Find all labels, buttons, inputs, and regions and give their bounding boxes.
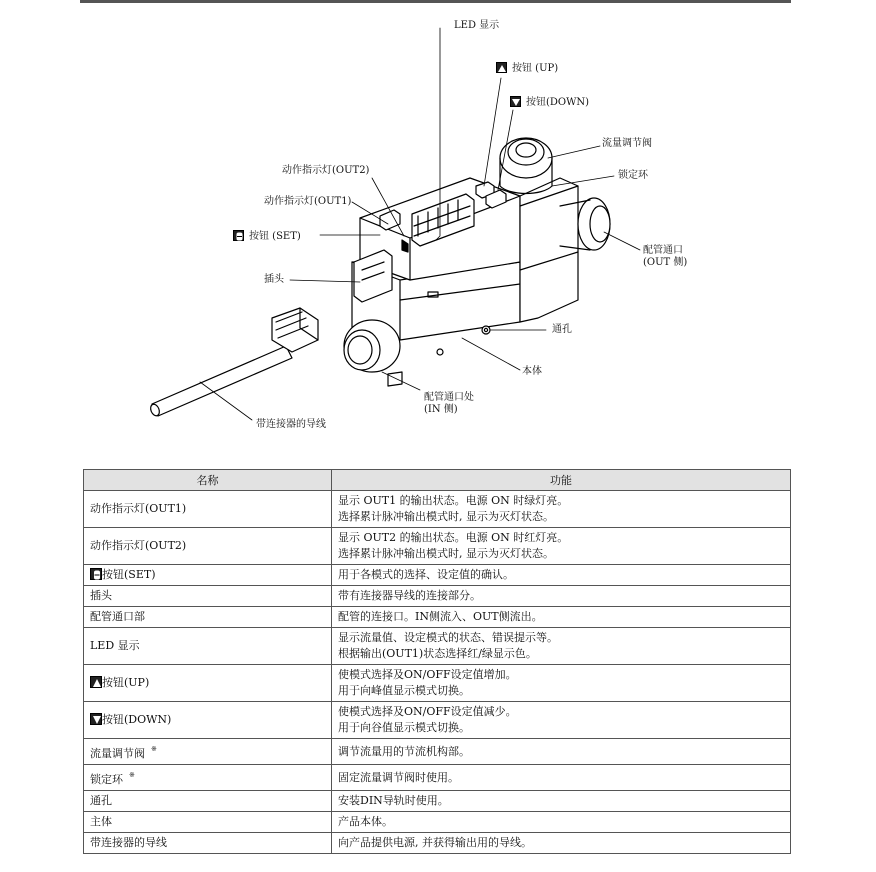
- row-name-cell: [84, 812, 332, 833]
- row-name-text: 流量调节阀: [90, 747, 145, 760]
- function-line-1: 固定流量调节阀时使用。: [338, 770, 459, 784]
- table-row: [84, 833, 791, 854]
- connector-drawing: [272, 308, 318, 352]
- row-name-text: 锁定环: [90, 773, 123, 786]
- label-out-port: [643, 245, 687, 269]
- row-name-text: 按钮(UP): [102, 676, 150, 689]
- row-name-cell: [84, 607, 332, 628]
- function-line-1: 安装DIN导轨时使用。: [338, 794, 449, 807]
- row-function-cell: [332, 528, 791, 565]
- function-line-1: 用于各模式的选择、设定值的确认。: [338, 568, 514, 581]
- function-line-2: 用于向谷值显示模式切换。: [338, 721, 470, 734]
- set-button-icon: [90, 568, 102, 580]
- row-name-text: 插头: [90, 589, 112, 602]
- label-down-text: 按钮(DOWN): [526, 97, 590, 108]
- cable-drawing: [149, 346, 292, 417]
- row-name-text: 通孔: [90, 794, 112, 807]
- note-mark: ※: [129, 771, 135, 779]
- note-mark: ※: [151, 745, 157, 753]
- function-line-1: 配管的连接口。IN侧流入、OUT侧流出。: [338, 610, 543, 623]
- row-name-cell: [84, 833, 332, 854]
- row-name-cell: [84, 565, 332, 586]
- function-line-2: 根据输出(OUT1)状态选择红/绿显示色。: [338, 647, 537, 660]
- function-line-2: 用于向峰值显示模式切换。: [338, 684, 470, 697]
- row-function-cell: [332, 628, 791, 665]
- label-cable: 带连接器的导线: [256, 419, 326, 430]
- table-row: [84, 586, 791, 607]
- label-in-port: [424, 392, 474, 416]
- function-line-1: 向产品提供电源, 并获得输出用的导线。: [338, 836, 532, 849]
- row-name-cell: [84, 765, 332, 791]
- table-row: [84, 491, 791, 528]
- label-up-text: 按钮 (UP): [512, 63, 559, 74]
- row-name-text: 按钮(DOWN): [102, 713, 172, 726]
- row-function-cell: [332, 765, 791, 791]
- label-set-button: [233, 230, 301, 243]
- row-name-cell: [84, 791, 332, 812]
- row-name-cell: [84, 628, 332, 665]
- row-name-text: 带连接器的导线: [90, 836, 167, 849]
- function-line-1: 产品本体。: [338, 815, 393, 828]
- row-name-cell: [84, 739, 332, 765]
- function-line-1: 显示 OUT1 的输出状态。电源 ON 时绿灯亮。: [338, 494, 569, 507]
- row-function-cell: [332, 586, 791, 607]
- set-button-icon: [233, 230, 244, 241]
- row-name-cell: [84, 586, 332, 607]
- table-row: [84, 665, 791, 702]
- table-header-row: [84, 470, 791, 491]
- label-lock-ring: 锁定环: [618, 170, 648, 181]
- row-name-cell: [84, 528, 332, 565]
- row-function-cell: [332, 739, 791, 765]
- down-triangle-icon: [90, 713, 102, 725]
- table-row: [84, 812, 791, 833]
- row-function-cell: [332, 491, 791, 528]
- label-out-port-line2: (OUT 侧): [643, 257, 688, 268]
- label-through-hole: 通孔: [552, 324, 572, 335]
- column-header-function: 功能: [332, 470, 791, 491]
- row-name-text: 配管通口部: [90, 610, 145, 623]
- label-out2-indicator: 动作指示灯(OUT2): [282, 165, 370, 176]
- row-function-cell: [332, 665, 791, 702]
- row-name-text: 动作指示灯(OUT1): [90, 502, 187, 515]
- label-out-port-line1: 配管通口: [643, 245, 683, 256]
- function-line-2: 选择累计脉冲输出模式时, 显示为灭灯状态。: [338, 510, 554, 523]
- label-down-button: [510, 96, 589, 109]
- row-function-cell: [332, 791, 791, 812]
- label-up-button: [496, 62, 558, 75]
- label-led-display: LED 显示: [454, 20, 500, 31]
- label-set-text: 按钮 (SET): [249, 231, 301, 242]
- table-row: [84, 628, 791, 665]
- table-row: [84, 607, 791, 628]
- row-name-text: LED 显示: [90, 639, 140, 652]
- table-row: [84, 765, 791, 791]
- row-function-cell: [332, 702, 791, 739]
- parts-function-table: [83, 469, 791, 854]
- function-line-1: 使模式选择及ON/OFF设定值减少。: [338, 705, 517, 718]
- function-line-1: 调节流量用的节流机构部。: [338, 744, 470, 758]
- row-name-cell: [84, 491, 332, 528]
- table-row: [84, 528, 791, 565]
- label-flow-valve: 流量调节阀: [602, 138, 652, 149]
- row-name-text: 按钮(SET): [102, 568, 156, 581]
- table-row: [84, 791, 791, 812]
- table-row: [84, 702, 791, 739]
- up-triangle-icon: [90, 676, 102, 688]
- function-line-1: 使模式选择及ON/OFF设定值增加。: [338, 668, 517, 681]
- up-triangle-icon: [496, 62, 507, 73]
- row-function-cell: [332, 812, 791, 833]
- row-name-cell: [84, 702, 332, 739]
- table-body: [84, 491, 791, 854]
- table-row: [84, 739, 791, 765]
- function-line-1: 显示流量值、设定模式的状态、错误提示等。: [338, 631, 558, 644]
- label-body: 本体: [522, 366, 542, 377]
- row-name-text: 主体: [90, 815, 112, 828]
- row-name-text: 动作指示灯(OUT2): [90, 539, 187, 552]
- label-out1-indicator: 动作指示灯(OUT1): [264, 196, 352, 207]
- label-in-port-line2: (IN 侧): [424, 404, 458, 415]
- table-row: [84, 565, 791, 586]
- label-in-port-line1: 配管通口处: [424, 392, 474, 403]
- function-line-2: 选择累计脉冲输出模式时, 显示为灭灯状态。: [338, 547, 554, 560]
- row-function-cell: [332, 833, 791, 854]
- row-function-cell: [332, 565, 791, 586]
- column-header-name: 名称: [84, 470, 332, 491]
- body-drawing: [344, 138, 610, 386]
- function-line-1: 带有连接器导线的连接部分。: [338, 589, 481, 602]
- row-function-cell: [332, 607, 791, 628]
- row-name-cell: [84, 665, 332, 702]
- function-line-1: 显示 OUT2 的输出状态。电源 ON 时红灯亮。: [338, 531, 569, 544]
- label-plug: 插头: [264, 274, 284, 285]
- down-triangle-icon: [510, 96, 521, 107]
